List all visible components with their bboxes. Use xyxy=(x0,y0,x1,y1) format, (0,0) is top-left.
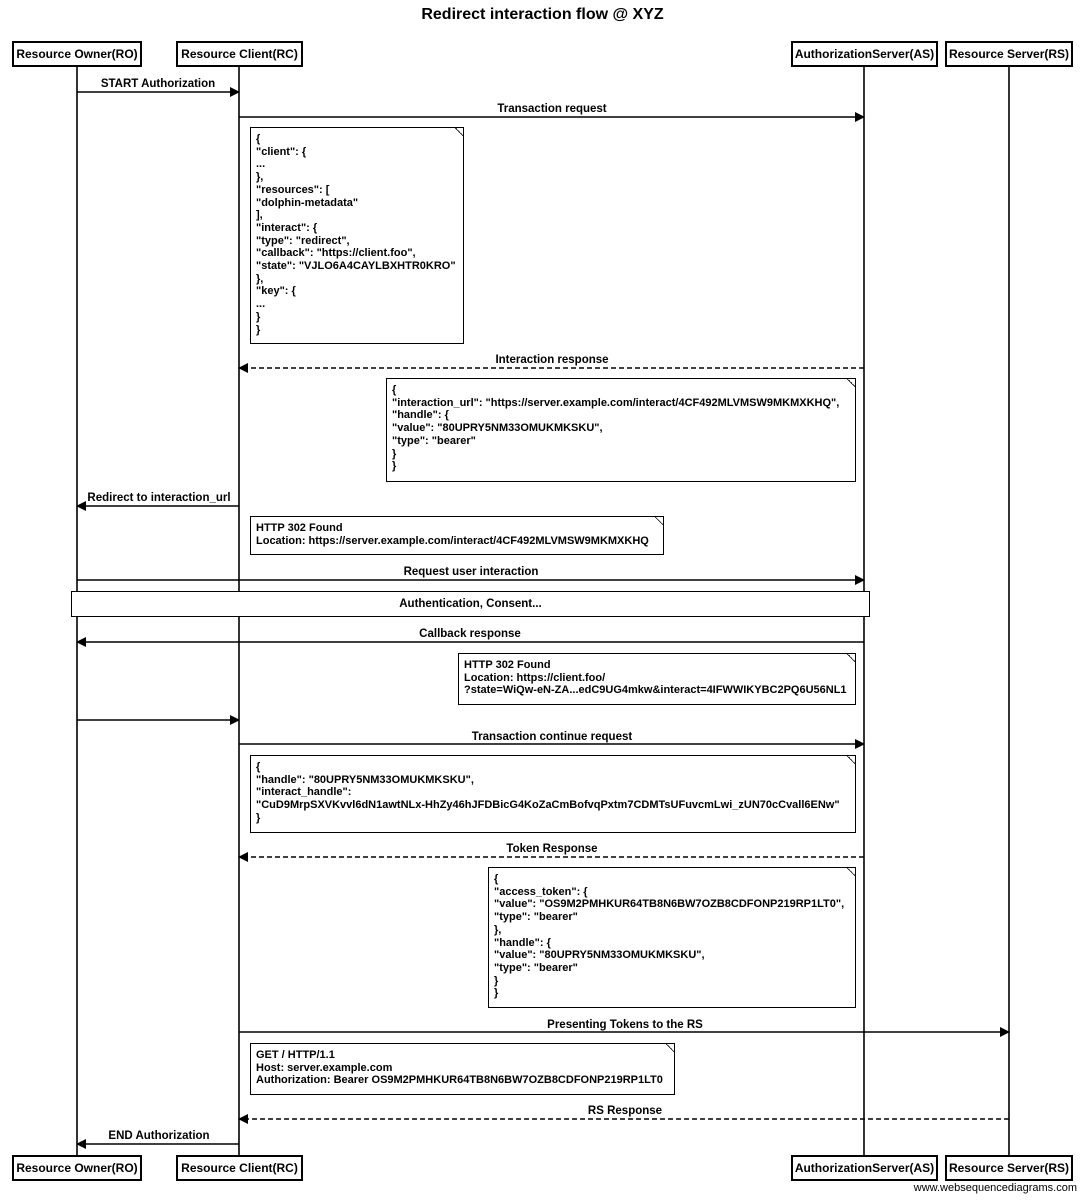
note-transaction-continue: { "handle": "80UPRY5NM33OMUKMKSKU", "interact_handle": "CuD9MrpSXVKvvl6dN1awtNLx-HhZy46hJFDBicG4KoZaCmBofvqPxtm7CDMTsUFuvcmLwi_zUN70cCvall6ENw" } xyxy=(250,755,856,833)
label-end-authorization: END Authorization xyxy=(108,1130,210,1142)
label-callback-response: Callback response xyxy=(419,628,521,640)
diagram-title: Redirect interaction flow @ XYZ xyxy=(421,6,664,23)
note-token-response: { "access_token": { "value": "OS9M2PMHKUR64TB8N6BW7OZB8CDFONP219RP1LT0", "type": "bearer" }, "handle": { "value": "80UPRY5NM33OMUKMKSKU", "type": "bearer" } } xyxy=(488,867,856,1008)
note-transaction-request: { "client": { ... }, "resources": [ "dolphin-metadata" ], "interact": { "type": "redirect", "callback": "https://client.foo", "state": "VJLO6A4CAYLBXHTR0KRO" }, "key": { ... } } xyxy=(250,127,464,344)
label-interaction-response: Interaction response xyxy=(495,354,609,366)
label-rs-response: RS Response xyxy=(587,1105,663,1117)
label-start-authorization: START Authorization xyxy=(100,78,216,90)
actor-rs-bottom: Resource Server(RS) xyxy=(945,1155,1073,1181)
watermark: www.websequencediagrams.com xyxy=(913,1182,1077,1194)
label-request-user-interaction: Request user interaction xyxy=(403,566,539,578)
actor-as-bottom: AuthorizationServer(AS) xyxy=(791,1155,938,1181)
actor-ro-top: Resource Owner(RO) xyxy=(12,41,142,67)
actor-as-top: AuthorizationServer(AS) xyxy=(791,41,938,67)
note-callback: HTTP 302 Found Location: https://client.foo/ ?state=WiQw-eN-ZA...edC9UG4mkw&interact=4IFWWIKYBC2PQ6U56NL1 xyxy=(458,653,856,705)
authentication-consent-band: Authentication, Consent... xyxy=(71,591,870,617)
note-redirect: HTTP 302 Found Location: https://server.example.com/interact/4CF492MLVMSW9MKMXKHQ xyxy=(250,516,664,555)
label-transaction-request: Transaction request xyxy=(497,103,607,115)
label-presenting-tokens: Presenting Tokens to the RS xyxy=(547,1019,703,1031)
label-redirect-to-interaction-url: Redirect to interaction_url xyxy=(87,492,231,504)
actor-rc-top: Resource Client(RC) xyxy=(176,41,303,67)
label-token-response: Token Response xyxy=(506,843,598,855)
actor-rc-bottom: Resource Client(RC) xyxy=(176,1155,303,1181)
note-interaction-response: { "interaction_url": "https://server.example.com/interact/4CF492MLVMSW9MKMXKHQ", "handle": { "value": "80UPRY5NM33OMUKMKSKU", "type": "bearer" } } xyxy=(386,378,856,482)
actor-ro-bottom: Resource Owner(RO) xyxy=(12,1155,142,1181)
label-transaction-continue-request: Transaction continue request xyxy=(471,731,633,743)
actor-rs-top: Resource Server(RS) xyxy=(945,41,1073,67)
note-rs-request: GET / HTTP/1.1 Host: server.example.com Authorization: Bearer OS9M2PMHKUR64TB8N6BW7OZB8CDFONP219RP1LT0 xyxy=(250,1043,675,1095)
